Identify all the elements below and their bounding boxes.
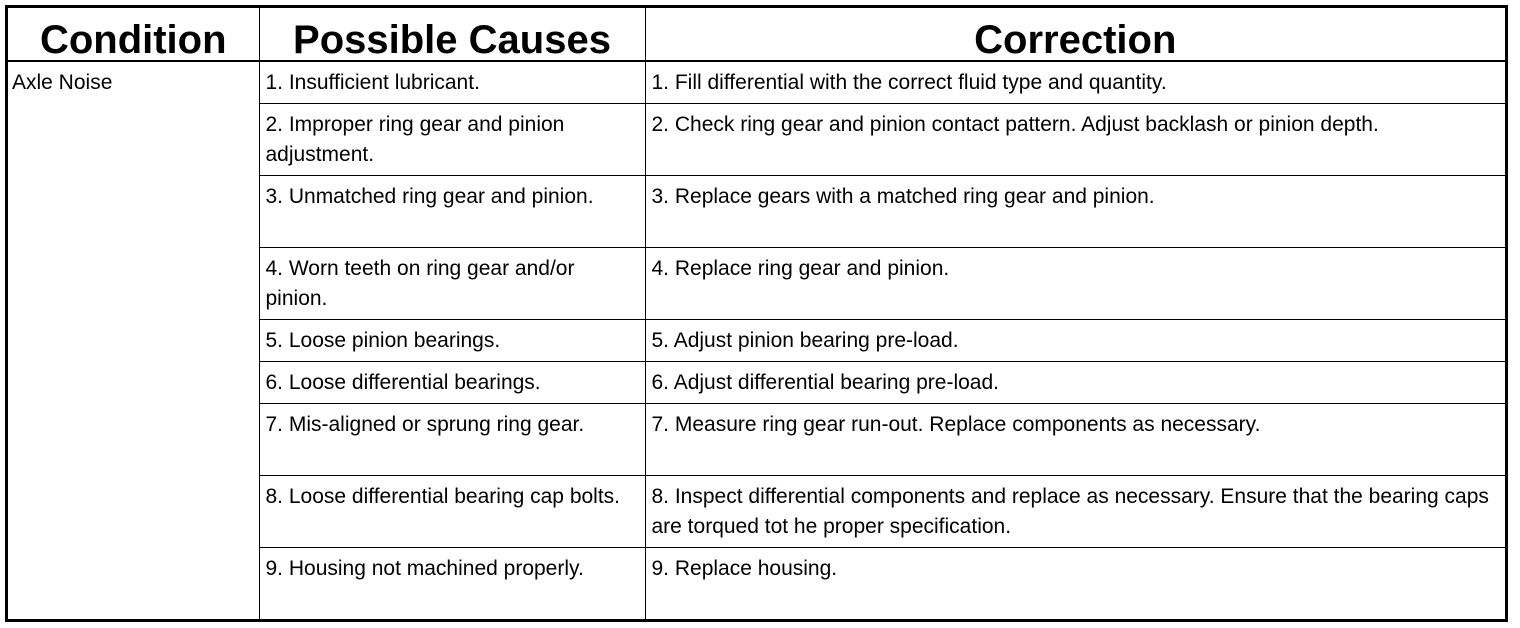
condition-cell: Axle Noise [8, 61, 259, 619]
cause-cell: 7. Mis-aligned or sprung ring gear. [259, 403, 645, 475]
header-correction: Correction [645, 8, 1505, 61]
correction-cell: 6. Adjust differential bearing pre-load. [645, 361, 1505, 403]
correction-cell: 8. Inspect differential components and replace as necessary. Ensure that the bearing caps are torqued tot he proper specification. [645, 475, 1505, 547]
cause-cell: 4. Worn teeth on ring gear and/or pinion. [259, 247, 645, 319]
correction-cell: 9. Replace housing. [651, 556, 838, 580]
correction-cell: 3. Replace gears with a matched ring gear and pinion. [645, 175, 1505, 247]
header-row [8, 8, 1505, 61]
header-condition: Condition [8, 8, 259, 61]
diagnosis-table [8, 8, 1505, 619]
header-possible-causes: Possible Causes [259, 8, 645, 61]
correction-cell: 4. Replace ring gear and pinion. [645, 247, 1505, 319]
cause-cell: 6. Loose differential bearings. [259, 361, 645, 403]
correction-cell: 7. Measure ring gear run-out. Replace components as necessary. [645, 403, 1505, 475]
cause-cell: 8. Loose differential bearing cap bolts. [259, 475, 645, 547]
cause-cell: 1. Insufficient lubricant. [259, 61, 645, 103]
cause-cell: 3. Unmatched ring gear and pinion. [259, 175, 645, 247]
cause-cell: 5. Loose pinion bearings. [259, 319, 645, 361]
diagnosis-table-frame [5, 5, 1508, 622]
correction-cell: 5. Adjust pinion bearing pre-load. [645, 319, 1505, 361]
table-row [8, 61, 1505, 103]
correction-cell: 2. Check ring gear and pinion contact pattern. Adjust backlash or pinion depth. [645, 103, 1505, 175]
correction-cell: 1. Fill differential with the correct fluid type and quantity. [645, 61, 1505, 103]
cause-cell: 9. Housing not machined properly. [259, 547, 645, 619]
cause-cell: 2. Improper ring gear and pinion adjustment. [259, 103, 645, 175]
